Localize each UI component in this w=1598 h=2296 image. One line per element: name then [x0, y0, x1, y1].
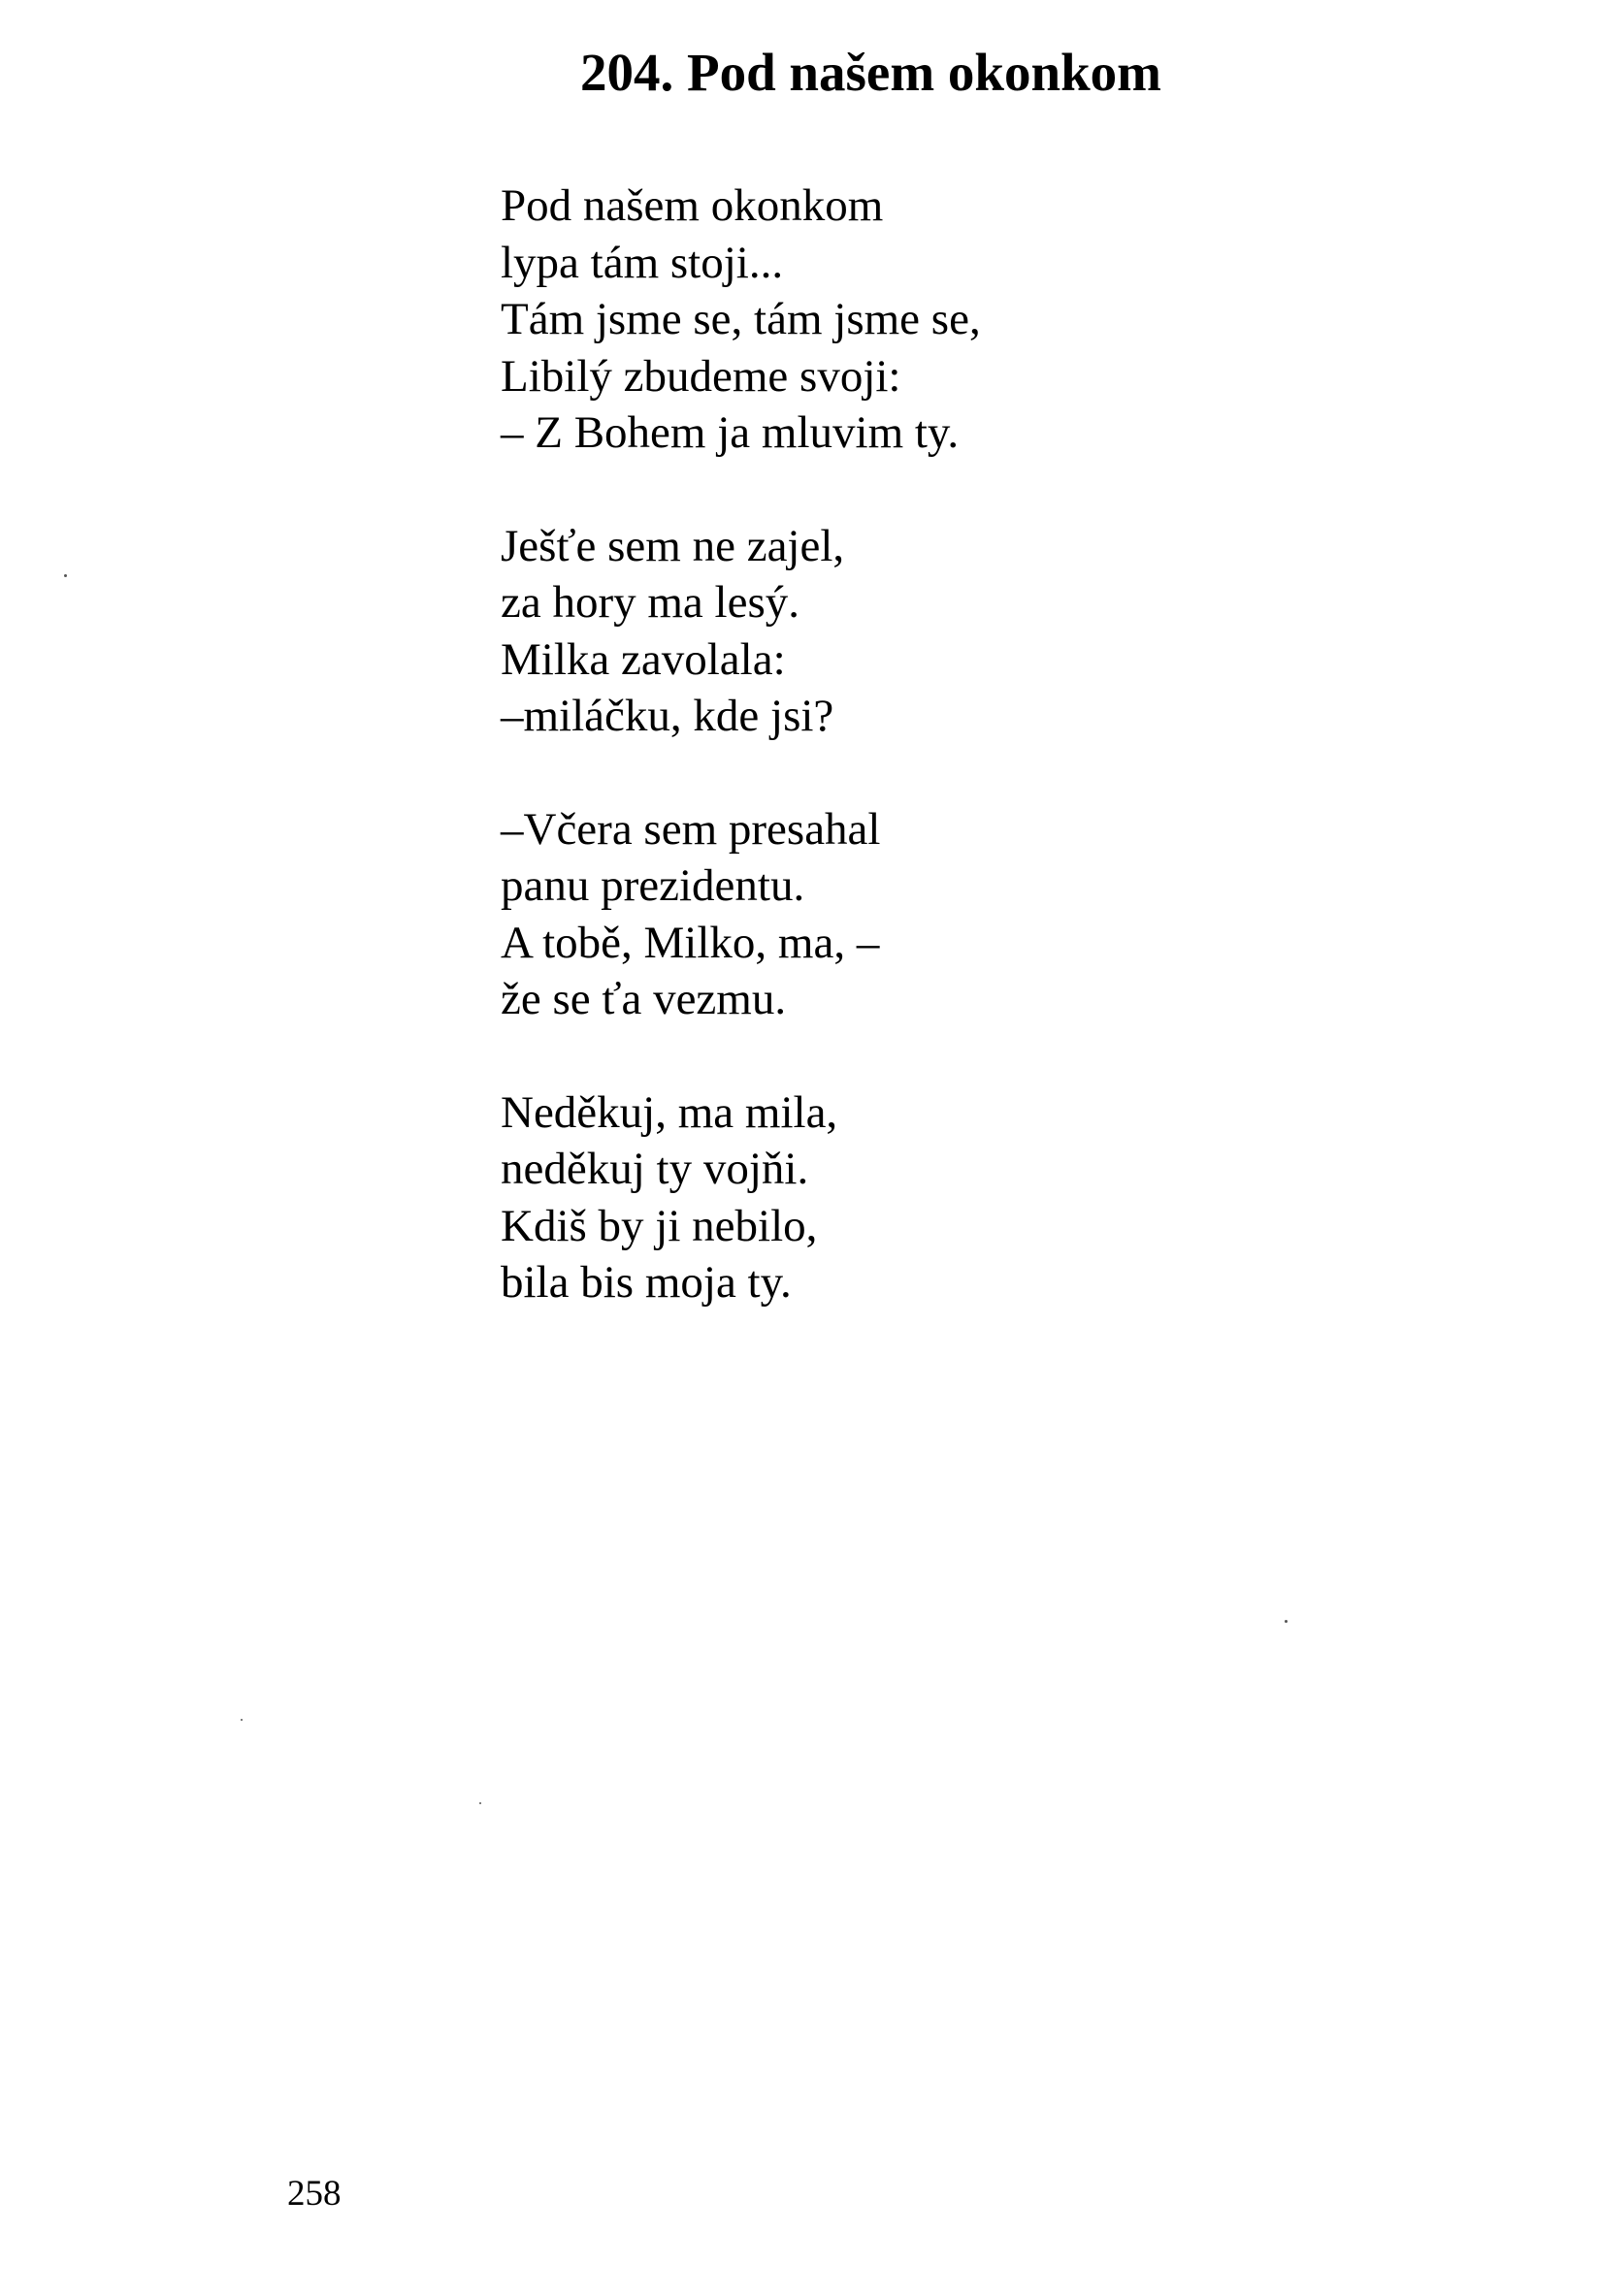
- scan-speck: [1285, 1620, 1288, 1623]
- poem-title: 204. Pod našem okonkom: [580, 43, 1161, 102]
- poem-line: lypa tám stoji...: [501, 237, 784, 288]
- poem-line: Ješťe sem ne zajel,: [501, 520, 845, 571]
- scan-speck: [479, 1802, 481, 1804]
- poem-line: A tobě, Milko, ma, –: [501, 917, 880, 968]
- page-number: 258: [287, 2174, 342, 2214]
- poem-line: –miláčku, kde jsi?: [501, 691, 834, 741]
- poem-line: bila bis moja ty.: [501, 1257, 792, 1308]
- poem-line: Tám jsme se, tám jsme se,: [501, 294, 981, 344]
- stanza-4: [501, 1084, 981, 1311]
- poem-line: –Včera sem presahal: [501, 803, 881, 855]
- poem-line: Kdiš by ji nebilo,: [501, 1200, 818, 1251]
- poem-line: Milka zavolala:: [501, 633, 786, 685]
- poem-line: – Z Bohem ja mluvim ty.: [501, 407, 960, 458]
- scan-speck: [241, 1719, 243, 1721]
- stanza-3: [501, 801, 981, 1028]
- poem-line: Libilý zbudeme svoji:: [501, 350, 901, 402]
- poem-line: neděkuj ty vojňi.: [501, 1144, 809, 1194]
- stanza-1: [501, 178, 981, 462]
- poem-line: za hory ma lesý.: [501, 577, 800, 628]
- stanza-2: [501, 518, 981, 745]
- scan-speck: [64, 574, 67, 577]
- poem-line: Pod našem okonkom: [501, 180, 884, 231]
- poem-body: [501, 178, 981, 1368]
- poem-line: že se ťa vezmu.: [501, 974, 787, 1024]
- poem-line: panu prezidentu.: [501, 860, 805, 911]
- poem-line: Neděkuj, ma mila,: [501, 1086, 838, 1138]
